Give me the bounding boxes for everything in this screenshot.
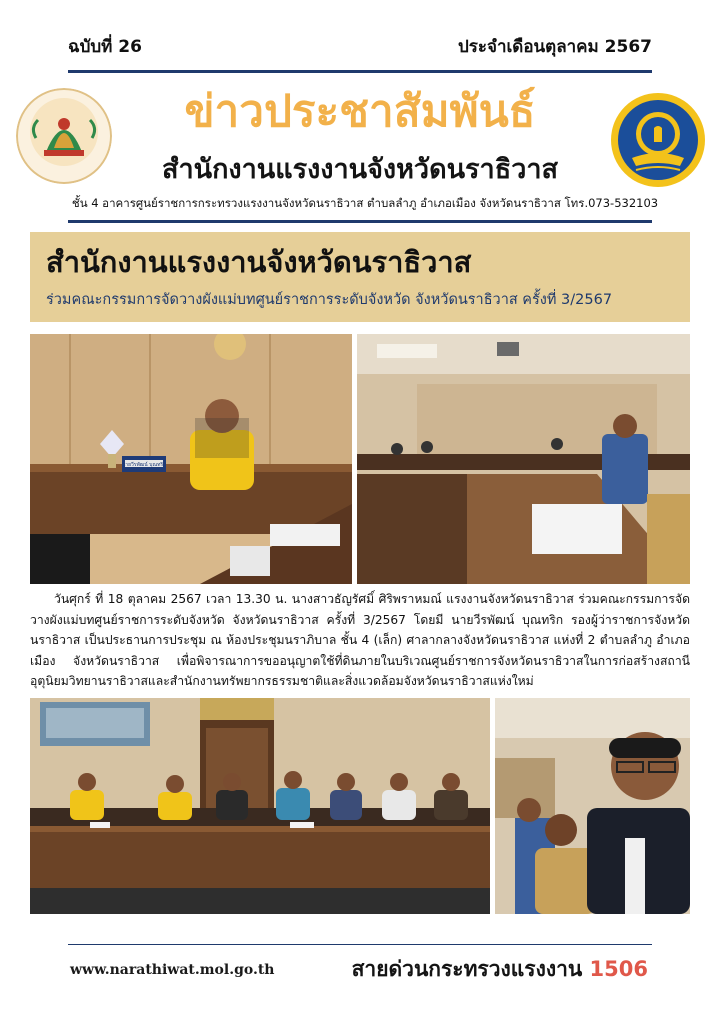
hotline — [352, 952, 648, 986]
article-body: วันศุกร์ ที่ 18 ตุลาคม 2567 เวลา 13.30 น. นางสาวธัญรัศมิ์ ศิริพราหมณ์ แรงงานจังหวัดนราธิวาส ร่วมคณะกรรมการจัดวางผังแม่บทศูนย์ราชการระดับจังหวัด จังหวัดนราธิวาส ครั้งที่ 3/2567 โดยมี นายวีรพัฒน์ บุณทริก รองผู้ว่าราชการจังหวัดนราธิวาส เป็นประธานการประชุม ณ ห้องประชุมนราภิบาล ชั้น 4 (เล็ก) ศาลากลางจังหวัดนราธิวาส แห่งที่ 2 ตำบลลำภู อำเภอเมือง จังหวัดนราธิวาส เพื่อพิจารณาการขออนุญาตใช้ที่ดินภายในบริเวณศูนย์ราชการจังหวัดนราธิวาสในการก่อสร้างสถานีอุตุนิยมวิทยานราธิวาสและสำนักงานทรัพยากรธรรมชาติและสิ่งแวดล้อมจังหวัดนราธิวาสแห่งใหม่ — [30, 592, 690, 688]
office-address: ชั้น 4 อาคารศูนย์ราชการกระทรวงแรงงานจังหวัดนราธิวาส ตำบลลำภู อำเภอเมือง จังหวัดนราธิวาส โทร.073-532103 — [71, 196, 659, 210]
hotline-number: 1506 — [589, 957, 648, 981]
ministry-of-labour-logo-icon — [16, 88, 112, 184]
website-link[interactable]: www.narathiwat.mol.go.th — [70, 962, 275, 978]
footer-divider — [68, 944, 652, 945]
issue-period: ประจำเดือนตุลาคม 2567 — [457, 36, 652, 57]
article-banner — [30, 232, 690, 322]
meeting-photo-room — [357, 334, 690, 584]
article-title: สำนักงานแรงงานจังหวัดนราธิวาส — [46, 245, 472, 279]
newsletter-headline: ข่าวประชาสัมพันธ์ — [184, 86, 536, 137]
meeting-photo-chairman — [30, 334, 352, 584]
issue-number: ฉบับที่ 26 — [68, 36, 142, 57]
issue-header — [68, 34, 652, 58]
meeting-photo-selfie — [495, 698, 690, 914]
article-subtitle: ร่วมคณะกรรมการจัดวางผังแม่บทศูนย์ราชการระดับจังหวัด จังหวัดนราธิวาส ครั้งที่ 3/2567 — [46, 292, 613, 308]
narathiwat-province-logo-icon — [610, 92, 706, 188]
header-divider — [68, 220, 652, 223]
chairman-nameplate: นายวีรพัฒน์ บุณทริก — [121, 462, 167, 468]
meeting-photo-participants — [30, 698, 490, 914]
top-divider — [68, 70, 652, 73]
hotline-label: สายด่วนกระทรวงแรงงาน — [351, 957, 583, 981]
office-name: สำนักงานแรงงานจังหวัดนราธิวาส — [161, 154, 559, 185]
